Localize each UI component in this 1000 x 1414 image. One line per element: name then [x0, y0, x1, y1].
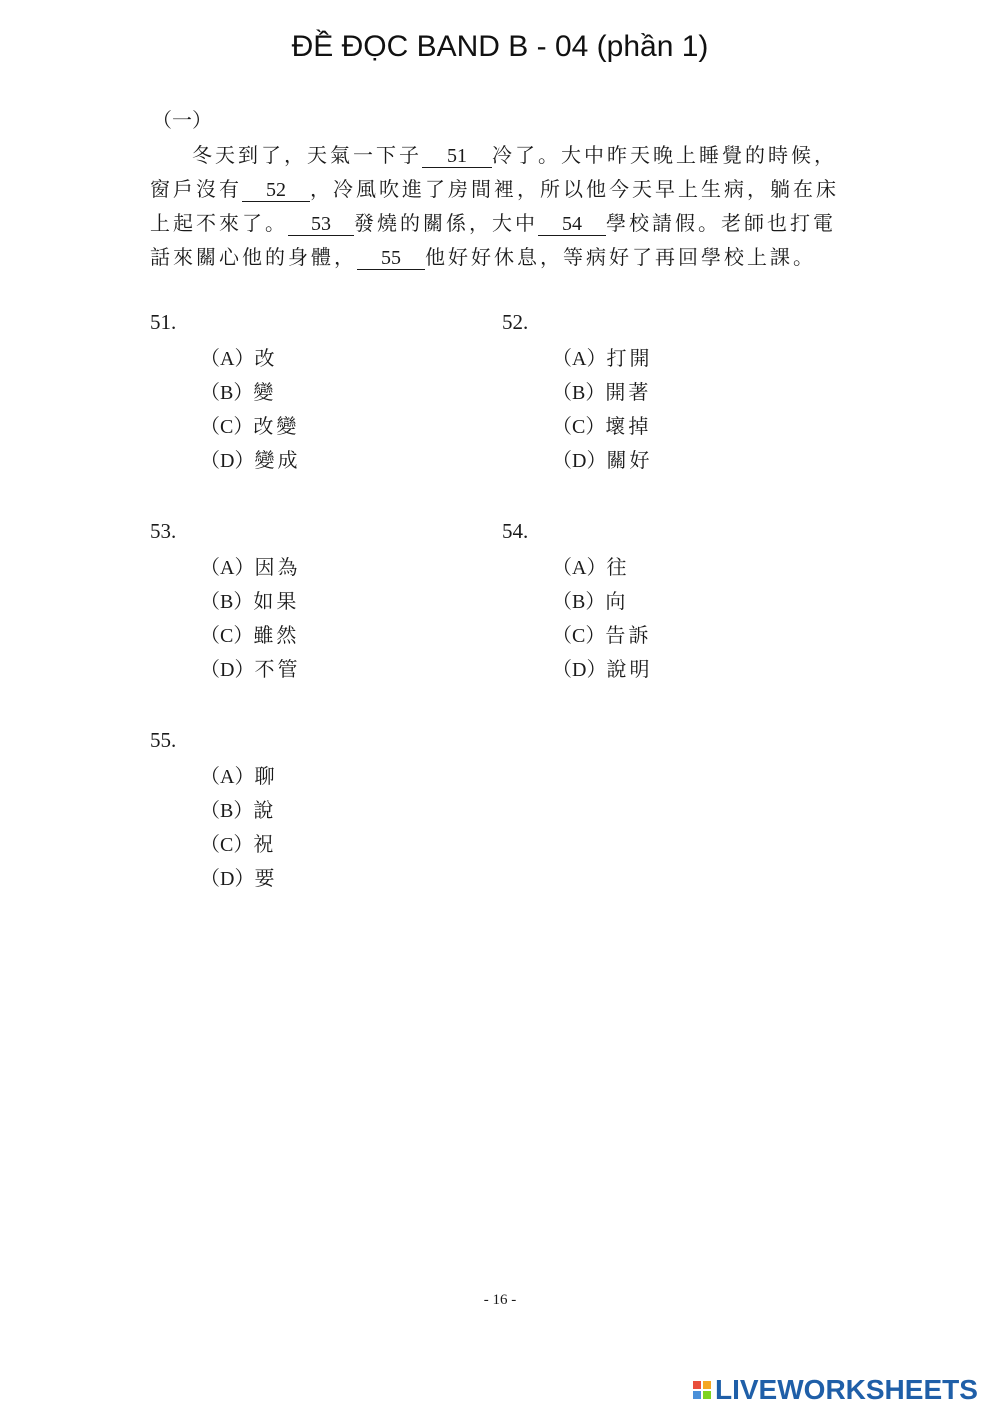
question-number: 55.: [150, 728, 177, 752]
option-52-a[interactable]: [552, 342, 652, 371]
option-letter: （A）: [200, 557, 255, 579]
passage-text: ，冷風吹進了房間裡，所以他今天早上生病，躺在床: [310, 177, 839, 201]
option-text: 打開: [606, 346, 653, 370]
option-55-a[interactable]: [200, 760, 277, 789]
option-letter: （D）: [552, 659, 607, 681]
option-text: 改變: [253, 414, 300, 438]
logo-square: [693, 1391, 701, 1399]
option-text: 說明: [606, 657, 653, 681]
question-number: 54.: [502, 519, 529, 543]
option-letter: （D）: [200, 659, 255, 681]
logo-square: [703, 1381, 711, 1389]
option-53-a[interactable]: [200, 551, 300, 580]
blank-54[interactable]: 54: [538, 213, 606, 236]
option-53-d[interactable]: [200, 653, 300, 682]
option-51-c[interactable]: [200, 410, 299, 439]
option-text: 因為: [254, 555, 301, 579]
option-letter: （C）: [200, 625, 254, 647]
option-letter: （B）: [200, 382, 254, 404]
passage-line-2: [150, 172, 870, 206]
option-letter: （B）: [552, 591, 606, 613]
passage-text: 窗戶沒有: [150, 177, 242, 201]
question-number: 53.: [150, 519, 177, 543]
question-number: 51.: [150, 310, 177, 334]
blank-53[interactable]: 53: [288, 213, 354, 236]
option-text: 說: [253, 798, 277, 822]
option-letter: （C）: [552, 416, 606, 438]
option-52-c[interactable]: [552, 410, 651, 439]
option-52-b[interactable]: [552, 376, 651, 405]
logo-square: [703, 1391, 711, 1399]
blank-51[interactable]: 51: [422, 145, 492, 168]
option-text: 要: [254, 866, 278, 890]
option-text: 如果: [253, 589, 300, 613]
option-54-b[interactable]: [552, 585, 628, 614]
option-54-a[interactable]: [552, 551, 629, 580]
option-51-a[interactable]: [200, 342, 277, 371]
option-letter: （C）: [200, 416, 254, 438]
option-text: 往: [606, 555, 630, 579]
option-51-d[interactable]: [200, 444, 300, 473]
option-text: 祝: [253, 832, 277, 856]
option-letter: （D）: [200, 450, 255, 472]
option-letter: （C）: [552, 625, 606, 647]
option-letter: （B）: [200, 591, 254, 613]
blank-55[interactable]: 55: [357, 247, 425, 270]
option-text: 壞掉: [605, 414, 652, 438]
option-letter: （A）: [200, 348, 255, 370]
logo-text: LIVEWORKSHEETS: [715, 1374, 978, 1405]
section-label: （一）: [152, 108, 212, 132]
option-letter: （B）: [200, 800, 254, 822]
option-text: 不管: [254, 657, 301, 681]
option-letter: （B）: [552, 382, 606, 404]
option-53-c[interactable]: [200, 619, 299, 648]
option-letter: （C）: [200, 834, 254, 856]
option-text: 聊: [254, 764, 278, 788]
option-letter: （A）: [200, 766, 255, 788]
option-51-b[interactable]: [200, 376, 276, 405]
option-52-d[interactable]: [552, 444, 652, 473]
passage-text: 話來關心他的身體，: [150, 245, 357, 269]
option-55-c[interactable]: [200, 828, 276, 857]
option-text: 向: [605, 589, 629, 613]
option-text: 變成: [254, 448, 301, 472]
option-text: 告訴: [605, 623, 652, 647]
option-55-b[interactable]: [200, 794, 276, 823]
option-54-c[interactable]: [552, 619, 651, 648]
passage-text: 他好好休息，等病好了再回學校上課。: [425, 245, 816, 269]
passage-text: 發燒的關係，大中: [354, 211, 538, 235]
passage-line-4: [150, 240, 870, 274]
passage-line-1: [150, 138, 870, 172]
option-54-d[interactable]: [552, 653, 652, 682]
page-title: ĐỀ ĐỌC BAND B - 04 (phần 1): [291, 30, 709, 63]
page-number: - 16 -: [483, 1292, 517, 1308]
option-text: 雖然: [253, 623, 300, 647]
blank-52[interactable]: 52: [242, 179, 310, 202]
option-letter: （D）: [200, 868, 255, 890]
option-letter: （A）: [552, 348, 607, 370]
option-letter: （D）: [552, 450, 607, 472]
option-text: 改: [254, 346, 278, 370]
passage-text: 上起不來了。: [150, 211, 288, 235]
option-text: 變: [253, 380, 277, 404]
passage-text: 冷了。大中昨天晚上睡覺的時候，: [492, 143, 837, 167]
logo-square: [693, 1381, 701, 1389]
liveworksheets-logo[interactable]: [693, 1373, 978, 1407]
option-text: 關好: [606, 448, 653, 472]
passage-line-3: [150, 206, 870, 240]
option-letter: （A）: [552, 557, 607, 579]
logo-mark-icon: [693, 1381, 711, 1399]
passage-text: 冬天到了，天氣一下子: [192, 143, 422, 167]
option-53-b[interactable]: [200, 585, 299, 614]
question-number: 52.: [502, 310, 529, 334]
passage-text: 學校請假。老師也打電: [606, 211, 836, 235]
option-text: 開著: [605, 380, 652, 404]
option-55-d[interactable]: [200, 862, 277, 891]
